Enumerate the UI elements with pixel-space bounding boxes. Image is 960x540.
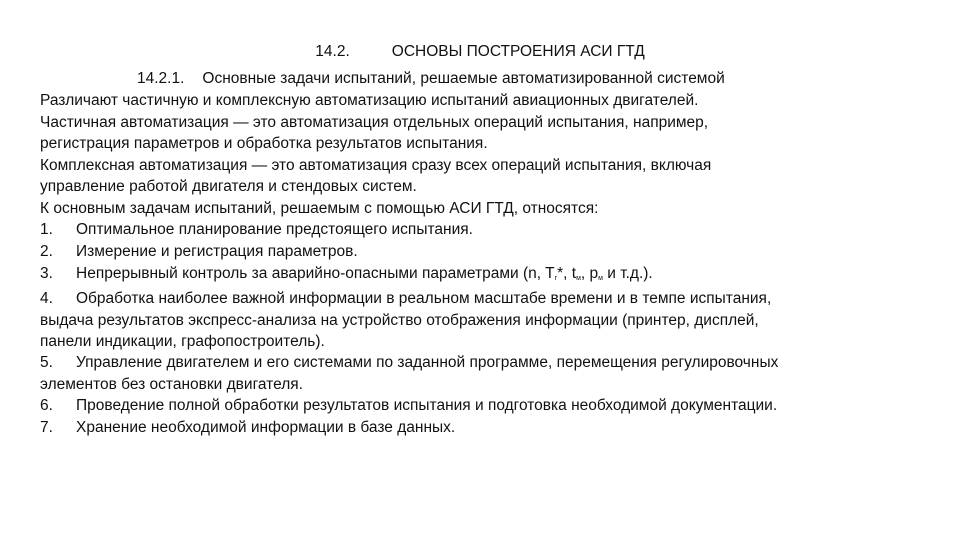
paragraph-line: Различают частичную и комплексную автоматизацию испытаний авиационных двигателей. <box>40 92 699 109</box>
list-item <box>40 289 940 309</box>
subscript: г <box>554 275 558 282</box>
list-item-text: Управление двигателем и его системами по заданной программе, перемещения регулировочных <box>76 354 779 371</box>
paragraph-line: управление работой двигателя и стендовых систем. <box>40 178 417 195</box>
subsection-number: 14.2.1. <box>137 70 185 87</box>
list-item-number: 6. <box>40 397 53 414</box>
section-heading <box>0 42 960 62</box>
list-item-number: 4. <box>40 290 53 307</box>
list-item <box>40 220 940 240</box>
section-number: 14.2. <box>315 43 350 60</box>
list-item <box>40 418 940 438</box>
list-item-number: 5. <box>40 354 53 371</box>
paragraph-line: Частичная автоматизация — это автоматизация отдельных операций испытания, например, <box>40 114 709 131</box>
list-item-number: 2. <box>40 243 53 260</box>
subsection-heading <box>137 69 937 89</box>
list-item-text: Оптимальное планирование предстоящего испытания. <box>76 221 473 238</box>
list-item <box>40 396 940 416</box>
list-item-continuation: панели индикации, графопостроитель). <box>40 333 325 350</box>
list-item-text: , p <box>580 265 599 282</box>
list-item-text: Непрерывный контроль за аварийно-опасными параметрами (n, T <box>76 265 555 282</box>
paragraph-line: Комплексная автоматизация — это автоматизация сразу всех операций испытания, включая <box>40 157 712 174</box>
list-item-text: Хранение необходимой информации в базе данных. <box>76 419 456 436</box>
section-title: ОСНОВЫ ПОСТРОЕНИЯ АСИ ГТД <box>391 43 645 60</box>
list-item-number: 7. <box>40 419 53 436</box>
list-item-text: и т.д.). <box>602 265 653 282</box>
list-item-continuation: выдача результатов экспресс-анализа на устройство отображения информации (принтер, дисплей, <box>40 312 759 329</box>
list-item <box>40 264 940 289</box>
list-item-number: 3. <box>40 265 53 282</box>
subscript: м <box>598 275 603 282</box>
list-item-text: Проведение полной обработки результатов испытания и подготовка необходимой документации. <box>76 397 778 414</box>
subscript: м <box>576 275 581 282</box>
list-item-text: *, t <box>557 265 577 282</box>
list-item <box>40 353 940 373</box>
paragraph-line: К основным задачам испытаний, решаемым с помощью АСИ ГТД, относятся: <box>40 200 599 217</box>
paragraph-line: регистрация параметров и обработка результатов испытания. <box>40 135 488 152</box>
list-item-number: 1. <box>40 221 53 238</box>
subsection-title: Основные задачи испытаний, решаемые автоматизированной системой <box>202 70 725 87</box>
list-item-text: Измерение и регистрация параметров. <box>76 243 358 260</box>
list-item <box>40 242 940 262</box>
list-item-text: Обработка наиболее важной информации в реальном масштабе времени и в темпе испытания, <box>76 290 772 307</box>
list-item-continuation: элементов без остановки двигателя. <box>40 376 303 393</box>
